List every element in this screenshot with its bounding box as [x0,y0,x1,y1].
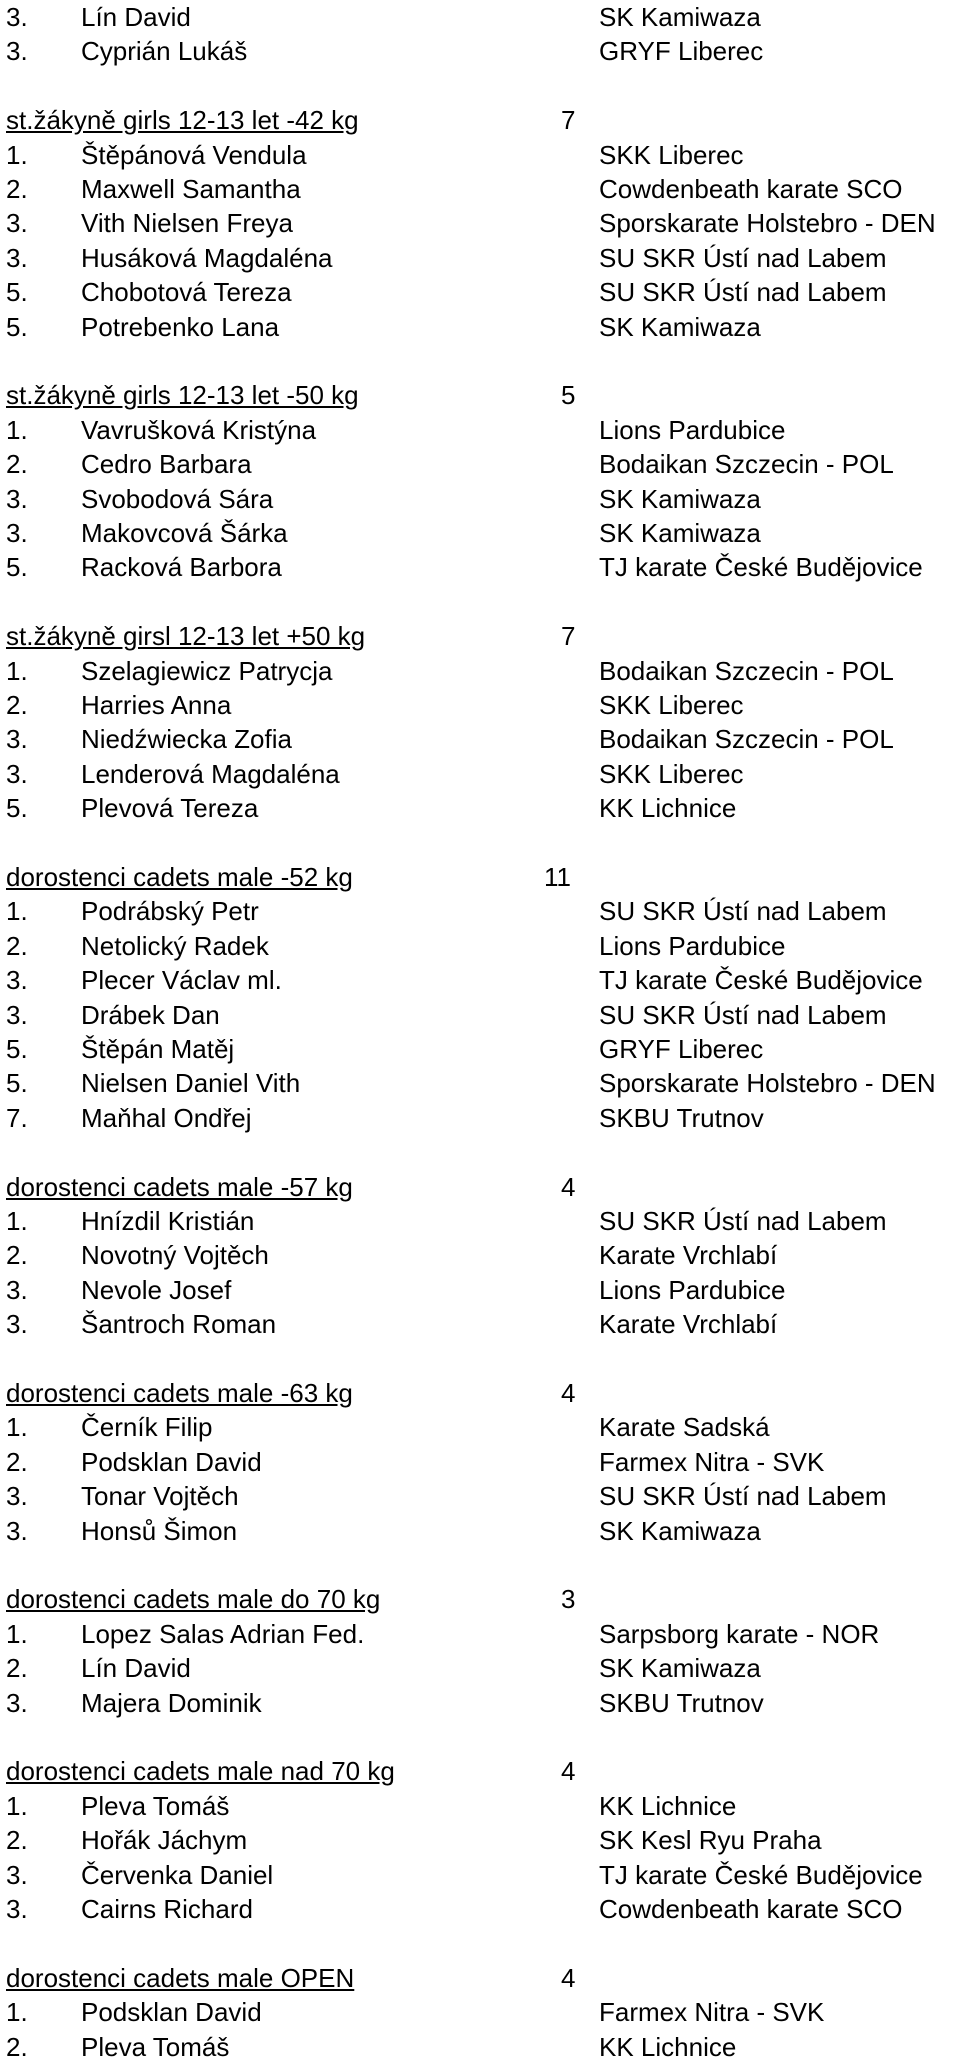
result-row [0,34,960,68]
placement: 5. [6,1068,28,1099]
category-title: st.žákyně girls 12-13 let -42 kg [6,105,359,136]
competitor-name: Lín David [81,1653,191,1684]
placement: 3. [6,483,28,514]
placement: 5. [6,1034,28,1064]
result-row [0,482,960,516]
competitor-count: 5 [561,380,576,411]
result-row [0,1651,960,1685]
result-row [0,1858,960,1892]
competitor-name: Honsů Šimon [81,1515,238,1546]
result-row [0,1617,960,1651]
competitor-name: Vavrušková Kristýna [81,414,317,445]
club-name: SU SKR Ústí nad Labem [599,1481,887,1512]
placement: 3. [6,208,28,239]
club-name: GRYF Liberec [599,36,764,67]
placement: 2. [6,1240,28,1271]
competitor-name: Plecer Václav ml. [81,965,282,996]
placement: 2. [6,1446,28,1477]
club-name: Cowdenbeath karate SCO [599,1894,903,1924]
result-row [0,206,960,240]
placement: 2. [6,2031,28,2062]
competitor-count: 3 [561,1584,576,1615]
competitor-name: Podrábský Petr [81,896,259,927]
competitor-count: 4 [561,1378,576,1408]
placement: 3. [6,242,28,273]
club-name: SKK Liberec [599,139,744,170]
club-name: Bodaikan Szczecin - POL [599,655,894,686]
competitor-name: Netolický Radek [81,930,269,961]
category-title: dorostenci cadets male -52 kg [6,862,353,892]
result-row [0,241,960,275]
club-name: SK Kesl Ryu Praha [599,1825,822,1856]
club-name: Farmex Nitra - SVK [599,1997,825,2028]
result-row [0,998,960,1032]
club-name: SU SKR Ústí nad Labem [599,896,887,927]
club-name: Bodaikan Szczecin - POL [599,449,894,480]
category-heading [0,860,960,894]
result-row [0,1892,960,1926]
placement: 3. [6,36,28,67]
club-name: SKBU Trutnov [599,1687,764,1718]
result-row [0,1479,960,1513]
club-name: Karate Sadská [599,1412,770,1443]
competitor-count: 4 [561,1962,576,1993]
club-name: KK Lichnice [599,2031,737,2062]
competitor-name: Novotný Vojtěch [81,1240,269,1271]
placement: 1. [6,1790,28,1821]
club-name: TJ karate České Budějovice [599,965,923,996]
placement: 3. [6,1515,28,1546]
competitor-name: Podsklan David [81,1997,262,2028]
result-row [0,1410,960,1444]
competitor-name: Podsklan David [81,1446,262,1477]
club-name: SKK Liberec [599,758,744,789]
competitor-name: Hořák Jáchym [81,1825,248,1856]
placement: 3. [6,1481,28,1512]
category-heading [0,1754,960,1788]
club-name: Cowdenbeath karate SCO [599,174,903,204]
club-name: Sporskarate Holstebro - DEN [599,1068,936,1099]
club-name: Lions Pardubice [599,930,786,961]
placement: 2. [6,449,28,480]
placement: 5. [6,793,28,824]
placement: 1. [6,655,28,686]
club-name: Karate Vrchlabí [599,1240,778,1271]
placement: 3. [6,1274,28,1305]
competitor-name: Cyprián Lukáš [81,36,248,67]
competitor-count: 7 [561,105,576,136]
result-row [0,1101,960,1135]
placement: 1. [6,1997,28,2028]
category-heading [0,1582,960,1616]
club-name: KK Lichnice [599,793,737,824]
result-row [0,1514,960,1548]
result-row [0,550,960,584]
result-row [0,310,960,344]
category-heading [0,619,960,653]
club-name: SK Kamiwaza [599,1653,761,1684]
category-title: dorostenci cadets male do 70 kg [6,1584,381,1615]
result-row [0,1204,960,1238]
club-name: SKBU Trutnov [599,1102,764,1133]
club-name: SK Kamiwaza [599,1515,761,1546]
competitor-name: Chobotová Tereza [81,277,292,308]
club-name: TJ karate České Budějovice [599,1859,923,1890]
placement: 3. [6,1687,28,1718]
result-row [0,447,960,481]
competitor-name: Lenderová Magdaléna [81,758,340,789]
club-name: SKK Liberec [599,690,744,720]
result-row [0,172,960,206]
competitor-name: Štěpán Matěj [81,1034,235,1064]
result-row [0,791,960,825]
result-row [0,516,960,550]
placement: 2. [6,174,28,204]
placement: 3. [6,1859,28,1890]
competitor-name: Plevová Tereza [81,793,259,824]
result-row [0,0,960,34]
result-row [0,1273,960,1307]
placement: 1. [6,139,28,170]
result-row [0,1823,960,1857]
competitor-name: Maxwell Samantha [81,174,301,204]
category-heading [0,1961,960,1995]
club-name: Sporskarate Holstebro - DEN [599,208,936,239]
competitor-name: Niedźwiecka Zofia [81,724,292,755]
competitor-count: 4 [561,1756,576,1787]
competitor-name: Potrebenko Lana [81,311,280,342]
placement: 1. [6,896,28,927]
competitor-name: Racková Barbora [81,552,282,583]
result-row [0,929,960,963]
competitor-count: 4 [561,1171,576,1202]
club-name: Farmex Nitra - SVK [599,1446,825,1477]
result-row [0,1066,960,1100]
club-name: Bodaikan Szczecin - POL [599,724,894,755]
club-name: Sarpsborg karate - NOR [599,1618,880,1649]
category-heading [0,1376,960,1410]
result-row [0,654,960,688]
club-name: Karate Vrchlabí [599,1309,778,1340]
competitor-name: Pleva Tomáš [81,1790,230,1821]
result-row [0,1307,960,1341]
competitor-count: 7 [561,621,576,652]
category-heading [0,1170,960,1204]
competitor-name: Svobodová Sára [81,483,274,514]
placement: 1. [6,414,28,445]
competitor-name: Štěpánová Vendula [81,139,307,170]
placement: 3. [6,2,28,32]
placement: 1. [6,1618,28,1649]
result-row [0,894,960,928]
category-title: st.žákyně girsl 12-13 let +50 kg [6,621,366,652]
placement: 5. [6,277,28,308]
result-row [0,413,960,447]
result-row [0,1995,960,2029]
result-row [0,963,960,997]
competitor-count: 11 [544,862,571,892]
club-name: TJ karate České Budějovice [599,552,923,583]
competitor-name: Majera Dominik [81,1687,262,1718]
result-row [0,1238,960,1272]
placement: 3. [6,1894,28,1924]
competitor-name: Husáková Magdaléna [81,242,333,273]
result-row [0,138,960,172]
competitor-name: Szelagiewicz Patrycja [81,655,333,686]
competitor-name: Červenka Daniel [81,1859,274,1890]
club-name: SK Kamiwaza [599,311,761,342]
competitor-name: Vith Nielsen Freya [81,208,293,239]
placement: 3. [6,724,28,755]
club-name: SK Kamiwaza [599,518,761,548]
category-title: dorostenci cadets male -63 kg [6,1378,353,1408]
competitor-name: Tonar Vojtěch [81,1481,239,1512]
competitor-name: Hnízdil Kristián [81,1206,255,1236]
placement: 3. [6,965,28,996]
placement: 3. [6,518,28,548]
placement: 3. [6,758,28,789]
club-name: Lions Pardubice [599,1274,786,1305]
competitor-name: Lín David [81,2,191,32]
club-name: KK Lichnice [599,1790,737,1821]
result-row [0,275,960,309]
placement: 7. [6,1102,28,1133]
result-row [0,688,960,722]
club-name: SU SKR Ústí nad Labem [599,242,887,273]
category-title: dorostenci cadets male OPEN [6,1962,355,1993]
club-name: SU SKR Ústí nad Labem [599,999,887,1030]
club-name: SK Kamiwaza [599,2,761,32]
competitor-name: Cairns Richard [81,1894,253,1924]
category-title: st.žákyně girls 12-13 let -50 kg [6,380,359,411]
result-row [0,2030,960,2064]
category-title: dorostenci cadets male nad 70 kg [6,1756,395,1787]
placement: 2. [6,930,28,961]
competitor-name: Šantroch Roman [81,1309,277,1340]
category-title: dorostenci cadets male -57 kg [6,1171,353,1202]
category-heading [0,378,960,412]
placement: 5. [6,311,28,342]
competitor-name: Černík Filip [81,1412,213,1443]
result-row [0,757,960,791]
result-row [0,1032,960,1066]
competitor-name: Maňhal Ondřej [81,1102,252,1133]
competitor-name: Drábek Dan [81,999,220,1030]
competitor-name: Nielsen Daniel Vith [81,1068,301,1099]
competitor-name: Nevole Josef [81,1274,232,1305]
result-row [0,1789,960,1823]
competitor-name: Lopez Salas Adrian Fed. [81,1618,365,1649]
placement: 2. [6,1825,28,1856]
club-name: Lions Pardubice [599,414,786,445]
club-name: SU SKR Ústí nad Labem [599,277,887,308]
placement: 2. [6,1653,28,1684]
category-heading [0,103,960,137]
placement: 1. [6,1206,28,1236]
result-row [0,1445,960,1479]
result-row [0,1686,960,1720]
competitor-name: Cedro Barbara [81,449,252,480]
placement: 2. [6,690,28,720]
club-name: SK Kamiwaza [599,483,761,514]
placement: 3. [6,999,28,1030]
competitor-name: Makovcová Šárka [81,518,288,548]
competitor-name: Harries Anna [81,690,232,720]
placement: 3. [6,1309,28,1340]
competitor-name: Pleva Tomáš [81,2031,230,2062]
club-name: GRYF Liberec [599,1034,764,1064]
placement: 5. [6,552,28,583]
placement: 1. [6,1412,28,1443]
result-row [0,722,960,756]
club-name: SU SKR Ústí nad Labem [599,1206,887,1236]
